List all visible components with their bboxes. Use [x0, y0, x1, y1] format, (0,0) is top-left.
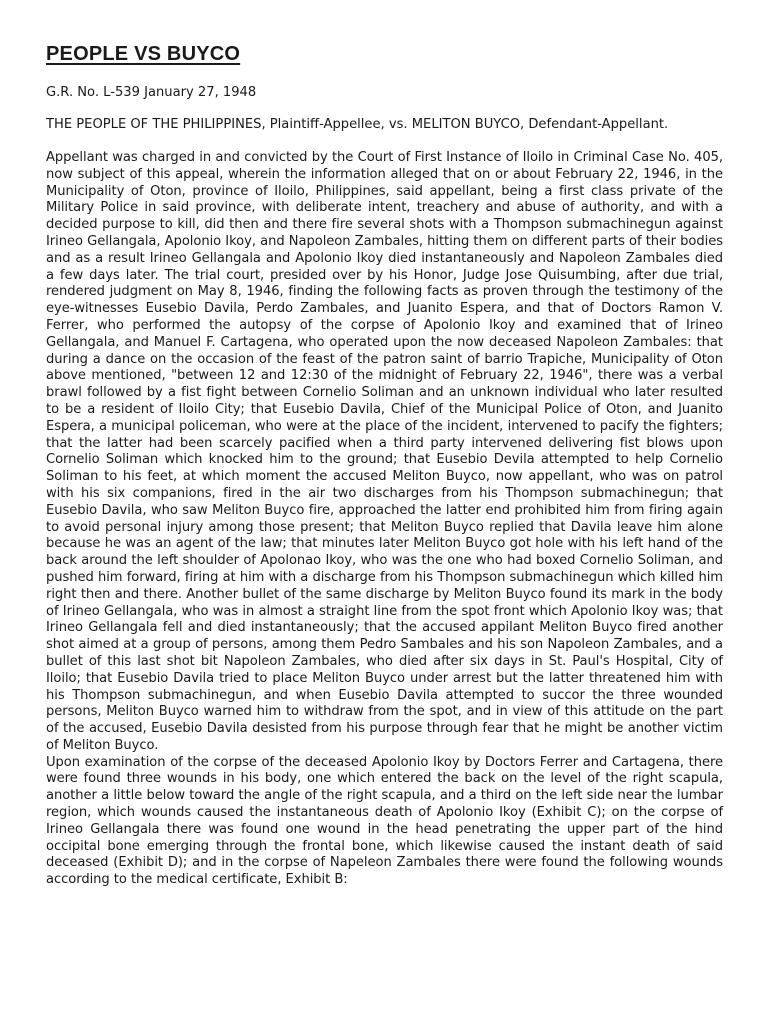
body-paragraph: Upon examination of the corpse of the deceased Apolonio Ikoy by Doctors Ferrer and Cartagena, there were found three wounds in his body, one which entered the back on the level of the right scapula, another a little below toward the angle of the right scapula, and a third on the left side near the lumbar region, which wounds caused the instantaneous death of Apolonio Ikoy (Exhibit C); on the corpse of Irineo Gellangala there was found one wound in the head penetrating the upper part of the hind occipital bone emerging through the frontal bone, which likewise caused the instant death of said deceased (Exhibit D); and in the corpse of Napeleon Zambales there were found the following wounds according to the medical certificate, Exhibit B: [46, 754, 723, 888]
body-paragraph: Appellant was charged in and convicted by the Court of First Instance of Iloilo in Criminal Case No. 405, now subject of this appeal, wherein the information alleged that on or about February 22, 1946, in the Municipality of Oton, province of Iloilo, Philippines, said appellant, being a first class private of the Military Police in said province, with deliberate intent, treachery and abuse of authority, and with a decided purpose to kill, did then and there fire several shots with a Thompson submachinegun against Irineo Gellangala, Apolonio Ikoy, and Napoleon Zambales, hitting them on different parts of their bodies and as a result Irineo Gellangala and Apolonio Ikoy died instantaneously and Napoleon Zambales died a few days later. The trial court, presided over by his Honor, Judge Jose Quisumbing, after due trial, rendered judgment on May 8, 1946, finding the following facts as proven through the testimony of the eye-witnesses Eusebio Davila, Perdo Zambales, and Juanito Espera, and that of Doctors Ramon V. Ferrer, who performed the autopsy of the corpse of Apolonio Ikoy and examined that of Irineo Gellangala, and Manuel F. Cartagena, who operated upon the now deceased Napoleon Zambales: that during a dance on the occasion of the feast of the patron saint of barrio Trapiche, Municipality of Oton above mentioned, "between 12 and 12:30 of the midnight of February 22, 1946", there was a verbal brawl followed by a fist fight between Cornelio Soliman and an unknown individual who later resulted to be a resident of Iloilo City; that Eusebio Davila, Chief of the Municipal Police of Oton, and Juanito Espera, a municipal policeman, who were at the place of the incident, intervened to pacify the fighters; that the latter had been scarcely pacified when a third party intervened delivering fist blows upon Cornelio Soliman which knocked him to the ground; that Eusebio Devila attempted to help Cornelio Soliman to his feet, at which moment the accused Meliton Buyco, now appellant, who was on patrol with his six companions, fired in the air two discharges from his Thompson submachinegun; that Eusebio Davila, who saw Meliton Buyco fire, approached the latter end prohibited him from firing again to avoid personal injury among those present; that Meliton Buyco replied that Davila leave him alone because he was an agent of the law; that minutes later Meliton Buyco got hole with his left hand of the back around the left shoulder of Apolonao Ikoy, who was the one who had boxed Cornelio Soliman, and pushed him forward, firing at him with a discharge from his Thompson submachinegun which killed him right then and there. Another bullet of the same discharge by Meliton Buyco found its mark in the body of Irineo Gellangala, who was in almost a straight line from the spot front which Apolonio Ikoy was; that Irineo Gellangala fell and died instantaneously; that the accused appilant Meliton Buyco fired another shot aimed at a group of persons, among them Pedro Sambales and his son Napoleon Zambales, and a bullet of this last shot bit Napoleon Zambales, who died after six days in St. Paul's Hospital, City of Iloilo; that Eusebio Davila tried to place Meliton Buyco under arrest but the latter threatened him with his Thompson submachinegun, and when Eusebio Davila attempted to succor the three wounded persons, Meliton Buyco warned him to withdraw from the spot, and in view of this attitude on the part of the accused, Eusebio Davila desisted from his purpose through fear that he might be another victim of Meliton Buyco. [46, 150, 723, 753]
document-title: PEOPLE VS BUYCO [46, 43, 241, 65]
case-parties: THE PEOPLE OF THE PHILIPPINES, Plaintiff-Appellee, vs. MELITON BUYCO, Defendant-Appellant. [46, 117, 669, 132]
case-number: G.R. No. L-539 January 27, 1948 [46, 85, 257, 100]
